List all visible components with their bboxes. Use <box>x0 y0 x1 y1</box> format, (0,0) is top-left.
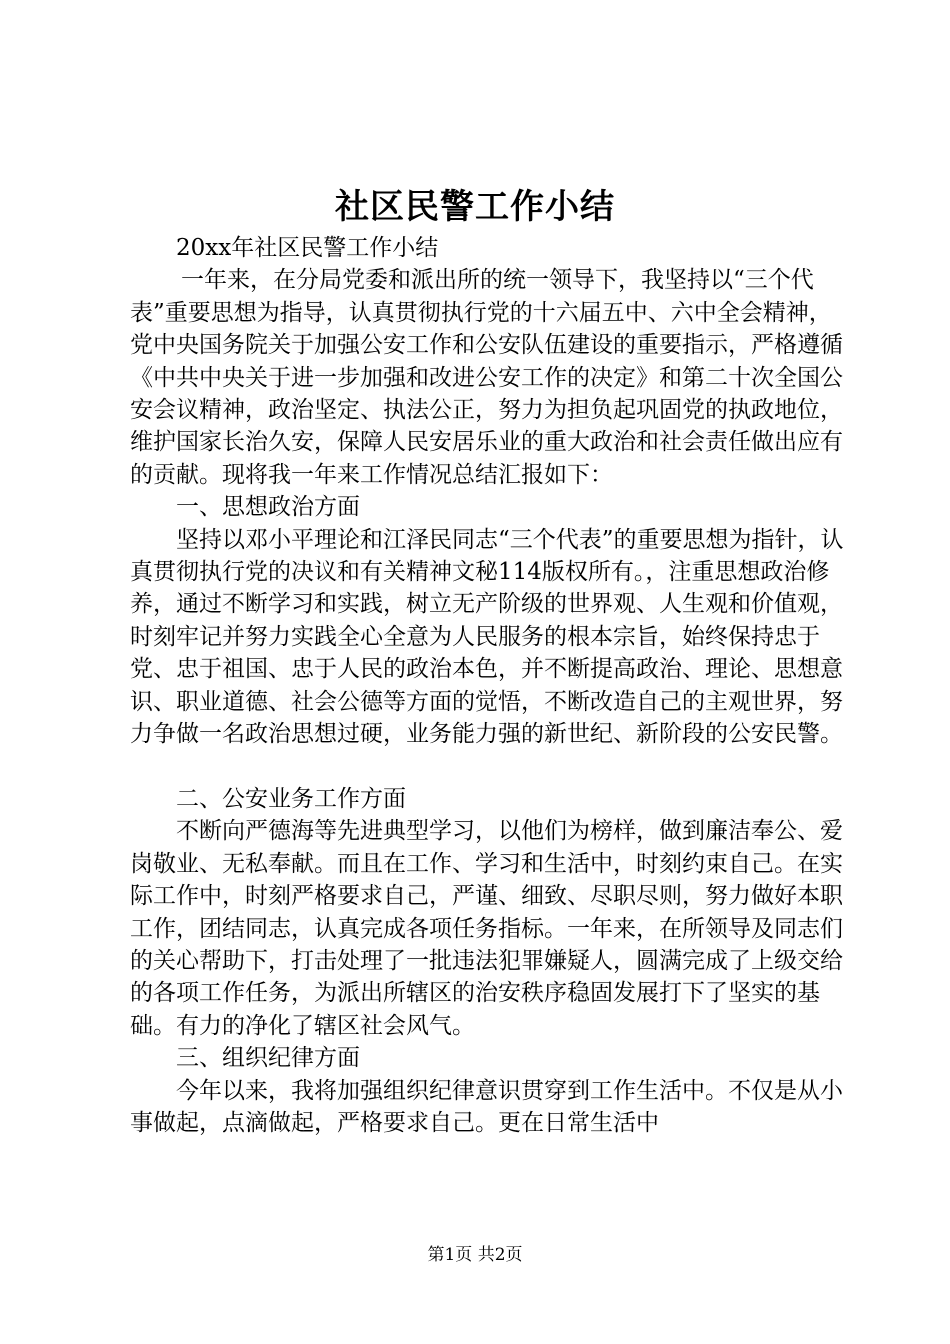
intro-paragraph: 一年来，在分局党委和派出所的统一领导下，我坚持以“三个代表”重要思想为指导，认真贯彻执行党的十六届五中、六中全会精神，党中央国务院关于加强公安工作和公安队伍建设的重要指示，严格遵循《中共中央关于进一步加强和改进公安工作的决定》和第二十次全国公安会议精神，政治坚定、执法公正，努力为担负起巩固党的执政地位，维护国家长治久安，保障人民安居乐业的重大政治和社会责任做出应有的贡献。现将我一年来工作情况总结汇报如下： <box>130 267 843 488</box>
document-body <box>130 232 850 1139</box>
section-heading-2: 二、公安业务工作方面 <box>176 785 406 812</box>
section-paragraph-3: 今年以来，我将加强组织纪律意识贯穿到工作生活中。不仅是从小事做起，点滴做起，严格要求自己。更在日常生活中 <box>130 1077 843 1136</box>
section-paragraph-2: 不断向严德海等先进典型学习，以他们为榜样，做到廉洁奉公、爱岗敬业、无私奉献。而且在工作、学习和生活中，时刻约束自己。在实际工作中，时刻严格要求自己，严谨、细致、尽职尽则，努力做好本职工作，团结同志，认真完成各项任务指标。一年来，在所领导及同志们的关心帮助下，打击处理了一批违法犯罪嫌疑人，圆满完成了上级交给的各项工作任务，为派出所辖区的治安秩序稳固发展打下了坚实的基础。有力的净化了辖区社会风气。 <box>130 818 843 1039</box>
section-paragraph-1: 坚持以邓小平理论和江泽民同志“三个代表”的重要思想为指针，认真贯彻执行党的决议和有关精神文秘114版权所有。，注重思想政治修养，通过不断学习和实践，树立无产阶级的世界观、人生观和价值观，时刻牢记并努力实践全心全意为人民服务的根本宗旨，始终保持忠于党、忠于祖国、忠于人民的政治本色，并不断提高政治、理论、思想意识、职业道德、社会公德等方面的觉悟，不断改造自己的主观世界，努力争做一名政治思想过硬，业务能力强的新世纪、新阶段的公安民警。 <box>130 526 844 748</box>
document-title: 社区民警工作小结 <box>335 187 615 227</box>
section-heading-3: 三、组织纪律方面 <box>176 1045 360 1072</box>
subtitle-paragraph: 20xx年社区民警工作小结 <box>176 235 439 261</box>
page-footer: 第1页 共2页 <box>427 1245 523 1265</box>
section-heading-1: 一、思想政治方面 <box>176 494 360 521</box>
